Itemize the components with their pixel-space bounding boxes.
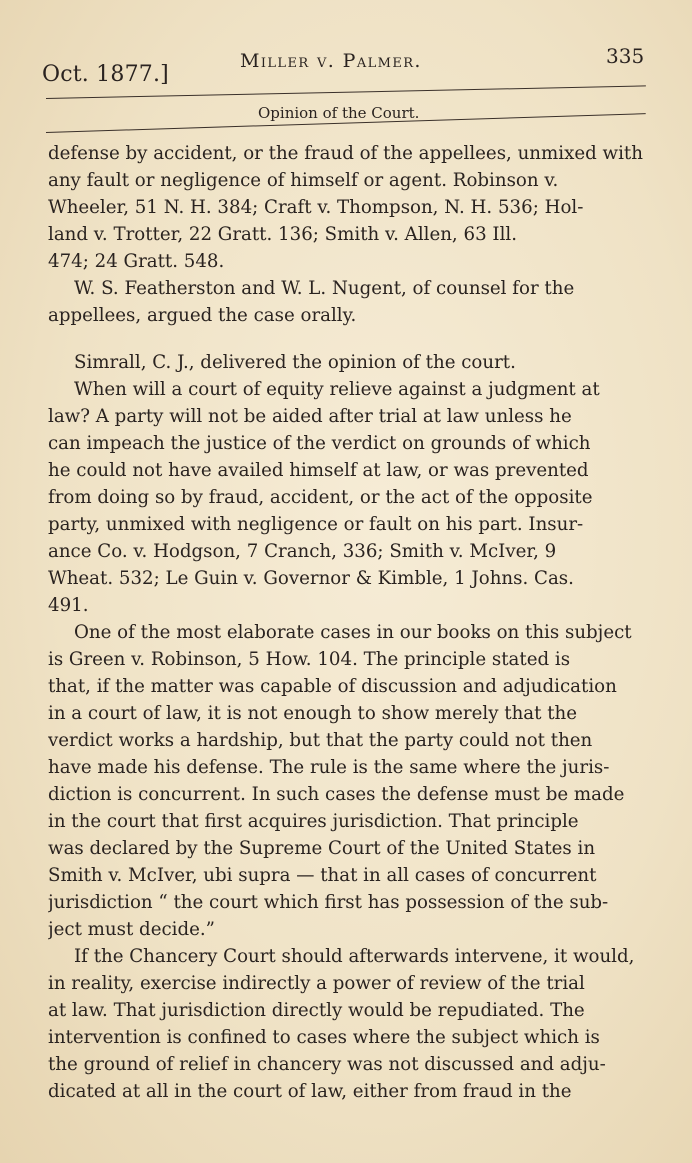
text-line: appellees, argued the case orally. (48, 305, 357, 326)
text-line: One of the most elaborate cases in our books on this subject (74, 622, 632, 643)
text-line: in the court that first acquires jurisdiction. That principle (48, 811, 579, 832)
text-line: have made his defense. The rule is the same where the juris- (48, 757, 610, 778)
page-header (0, 38, 692, 98)
paragraph-green-v-robinson (48, 619, 660, 943)
paragraph-equity-relief (48, 376, 660, 619)
header-date: Oct. 1877.] (42, 62, 169, 87)
text-line: land v. Trotter, 22 Gratt. 136; Smith v. Allen, 63 Ill. (48, 224, 518, 245)
text-line: If the Chancery Court should afterwards intervene, it would, (74, 946, 635, 967)
text-line: ance Co. v. Hodgson, 7 Cranch, 336; Smith v. McIver, 9 (48, 541, 557, 562)
text-line: Simrall, C. J., delivered the opinion of the court. (74, 352, 516, 373)
paragraph-counsel-argument (48, 140, 660, 275)
text-line: dicated at all in the court of law, either from fraud in the (48, 1081, 572, 1102)
text-line: 474; 24 Gratt. 548. (48, 251, 225, 272)
paragraph-opinion-attribution (48, 349, 660, 376)
text-line: intervention is confined to cases where the subject which is (48, 1027, 600, 1048)
text-line: at law. That jurisdiction directly would be repudiated. The (48, 1000, 585, 1021)
spacer (48, 329, 660, 349)
opinion-text (48, 140, 660, 1105)
text-line: ject must decide.” (48, 919, 215, 940)
text-line: Wheat. 532; Le Guin v. Governor & Kimble, 1 Johns. Cas. (48, 568, 574, 589)
text-line: was declared by the Supreme Court of the United States in (48, 838, 596, 859)
page-number: 335 (606, 44, 645, 68)
text-line: can impeach the justice of the verdict on grounds of which (48, 433, 591, 454)
paragraph-counsel-appellees (48, 275, 660, 329)
text-line: diction is concurrent. In such cases the defense must be made (48, 784, 625, 805)
text-line: jurisdiction “ the court which first has possession of the sub- (48, 892, 609, 913)
text-line: Smith v. McIver, ubi supra — that in all cases of concurrent (48, 865, 597, 886)
text-line: verdict works a hardship, but that the party could not then (48, 730, 593, 751)
paragraph-chancery-court (48, 943, 660, 1105)
text-line: Wheeler, 51 N. H. 384; Craft v. Thompson, N. H. 536; Hol- (48, 197, 584, 218)
text-line: W. S. Featherston and W. L. Nugent, of counsel for the (74, 278, 575, 299)
text-line: When will a court of equity relieve against a judgment at (74, 379, 600, 400)
text-line: is Green v. Robinson, 5 How. 104. The principle stated is (48, 649, 571, 670)
text-line: in reality, exercise indirectly a power of review of the trial (48, 973, 585, 994)
text-line: the ground of relief in chancery was not discussed and adju- (48, 1054, 606, 1075)
text-line: defense by accident, or the fraud of the appellees, unmixed with (48, 143, 643, 164)
text-line: in a court of law, it is not enough to show merely that the (48, 703, 577, 724)
text-line: he could not have availed himself at law, or was prevented (48, 460, 589, 481)
text-line: party, unmixed with negligence or fault on his part. Insur- (48, 514, 584, 535)
text-line: from doing so by fraud, accident, or the act of the opposite (48, 487, 593, 508)
running-title: Miller v. Palmer. (240, 50, 422, 72)
text-line: that, if the matter was capable of discussion and adjudication (48, 676, 617, 697)
section-subheading: Opinion of the Court. (258, 104, 420, 122)
text-line: 491. (48, 595, 89, 616)
text-line: any fault or negligence of himself or agent. Robinson v. (48, 170, 559, 191)
text-line: law? A party will not be aided after trial at law unless he (48, 406, 572, 427)
